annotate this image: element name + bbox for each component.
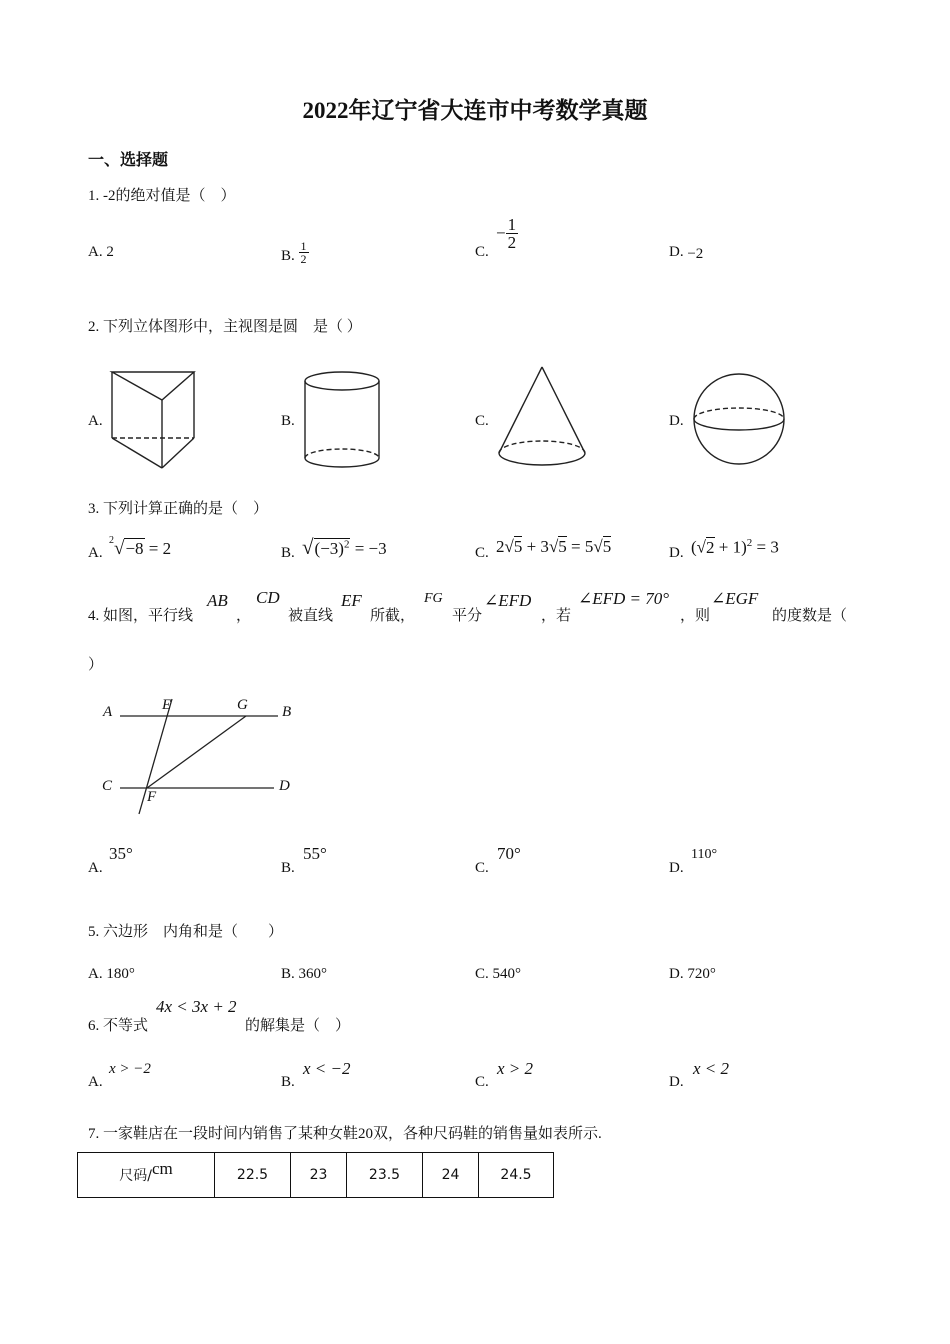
q4-egf: ∠EGF bbox=[711, 589, 759, 608]
q4-ef: EF bbox=[341, 591, 362, 610]
page-title: 2022年辽宁省大连市中考数学真题 bbox=[302, 98, 648, 123]
q4-comma-2: ，若 bbox=[541, 608, 572, 624]
q6-option-d-value: x < 2 bbox=[693, 1059, 730, 1078]
table-header-cell: 尺码/cm bbox=[78, 1153, 215, 1198]
q4-option-c-value: 70° bbox=[497, 844, 521, 863]
q1-option-a: A. 2 bbox=[88, 244, 114, 260]
table-cell: 23.5 bbox=[347, 1153, 423, 1198]
point-label-a: A bbox=[103, 704, 113, 720]
point-label-b: B bbox=[282, 704, 292, 720]
q4-option-d: D. bbox=[669, 860, 684, 876]
q4-comma: ， bbox=[236, 608, 252, 624]
q2-option-d: D. bbox=[669, 413, 684, 429]
q3-option-d: D. bbox=[669, 545, 684, 561]
question-3-stem: 3. 下列计算正确的是（ ） bbox=[88, 501, 269, 517]
q4-stem-4: 平分 bbox=[452, 608, 483, 624]
q6-option-d: D. bbox=[669, 1074, 684, 1090]
q5-option-a: A. 180° bbox=[88, 966, 135, 982]
q1-option-c-math: − $\frac{1}{2}$ bbox=[496, 215, 517, 252]
q4-option-c: C. bbox=[475, 860, 489, 876]
q6-inequality: 4x < 3x + 2 bbox=[156, 997, 237, 1016]
q4-option-a: A. bbox=[88, 860, 103, 876]
point-label-c: C bbox=[102, 778, 113, 794]
point-label-e: E bbox=[162, 697, 172, 713]
q5-option-c: C. 540° bbox=[475, 966, 522, 982]
point-label-f: F bbox=[147, 789, 157, 805]
q3-option-b-math: $√(-3)^2 = -3$ bbox=[302, 535, 387, 559]
q6-option-b-value: x < −2 bbox=[303, 1059, 351, 1078]
q4-fg: FG bbox=[424, 591, 443, 606]
q4-stem-3: 所截， bbox=[370, 608, 416, 624]
q2-option-b: B. bbox=[281, 413, 295, 429]
q6-option-a-value: x > −2 bbox=[109, 1061, 151, 1077]
q6-option-a: A. bbox=[88, 1074, 103, 1090]
q2-option-c: C. bbox=[475, 413, 489, 429]
q4-option-d-value: 110° bbox=[691, 847, 718, 862]
question-1-stem: 1. -2的绝对值是（ ） bbox=[88, 188, 236, 204]
table-cell: 24.5 bbox=[479, 1153, 554, 1198]
q4-option-b-value: 55° bbox=[303, 844, 327, 863]
q2-option-a: A. bbox=[88, 413, 103, 429]
q4-condition: ∠EFD = 70° bbox=[578, 589, 670, 608]
q1-option-c: C. bbox=[475, 244, 489, 260]
q6-option-c: C. bbox=[475, 1074, 489, 1090]
q3-option-a: A. bbox=[88, 545, 103, 561]
question-5-stem: 5. 六边形 内角和是（ ） bbox=[88, 924, 284, 940]
shoe-size-table bbox=[77, 1152, 554, 1198]
point-label-g: G bbox=[237, 697, 248, 713]
section-heading: 一、选择题 bbox=[88, 152, 169, 169]
point-label-d: D bbox=[279, 778, 290, 794]
q5-option-d: D. 720° bbox=[669, 966, 716, 982]
q6-option-c-value: x > 2 bbox=[497, 1059, 534, 1078]
q3-option-b: B. bbox=[281, 545, 295, 561]
q4-option-a-value: 35° bbox=[109, 844, 133, 863]
q4-stem-5: 的度数是（ bbox=[772, 608, 848, 624]
q4-efd: ∠EFD bbox=[484, 591, 532, 610]
q4-ab: AB bbox=[207, 591, 228, 610]
q5-option-b: B. 360° bbox=[281, 966, 328, 982]
question-6-stem-end: 的解集是（ ） bbox=[245, 1018, 351, 1034]
q3-option-a-math: $^2$√−8 = 2 bbox=[109, 535, 172, 559]
q4-stem-2: 被直线 bbox=[288, 608, 334, 624]
table-cell: 23 bbox=[291, 1153, 347, 1198]
table-cell: 24 bbox=[423, 1153, 479, 1198]
q3-option-d-math: $(√2 + 1)^2 = 3$ bbox=[691, 537, 779, 557]
q6-option-b: B. bbox=[281, 1074, 295, 1090]
q4-close: ） bbox=[88, 657, 104, 673]
question-2-stem: 2. 下列立体图形中，主视图是圆 是（ ） bbox=[88, 319, 362, 335]
table-cell: 22.5 bbox=[215, 1153, 291, 1198]
q3-option-c: C. bbox=[475, 545, 489, 561]
q4-cd: CD bbox=[256, 588, 280, 607]
question-6-stem-start: 6. 不等式 bbox=[88, 1018, 149, 1034]
q1-option-d: D. −2 bbox=[669, 244, 704, 262]
q4-option-b: B. bbox=[281, 860, 295, 876]
table-row bbox=[78, 1153, 554, 1198]
line-fg bbox=[147, 716, 246, 788]
q3-option-c-math: 2√5 + 3√5 = 5√5 bbox=[496, 537, 612, 556]
q1-option-b: B. $\frac{1}{2}$ bbox=[281, 239, 307, 266]
q4-comma-3: ，则 bbox=[680, 608, 711, 624]
question-7-stem: 7. 一家鞋店在一段时间内销售了某种女鞋20双，各种尺码鞋的销售量如表所示. bbox=[88, 1126, 602, 1142]
question-4-stem-start: 4. 如图，平行线 bbox=[88, 608, 194, 624]
